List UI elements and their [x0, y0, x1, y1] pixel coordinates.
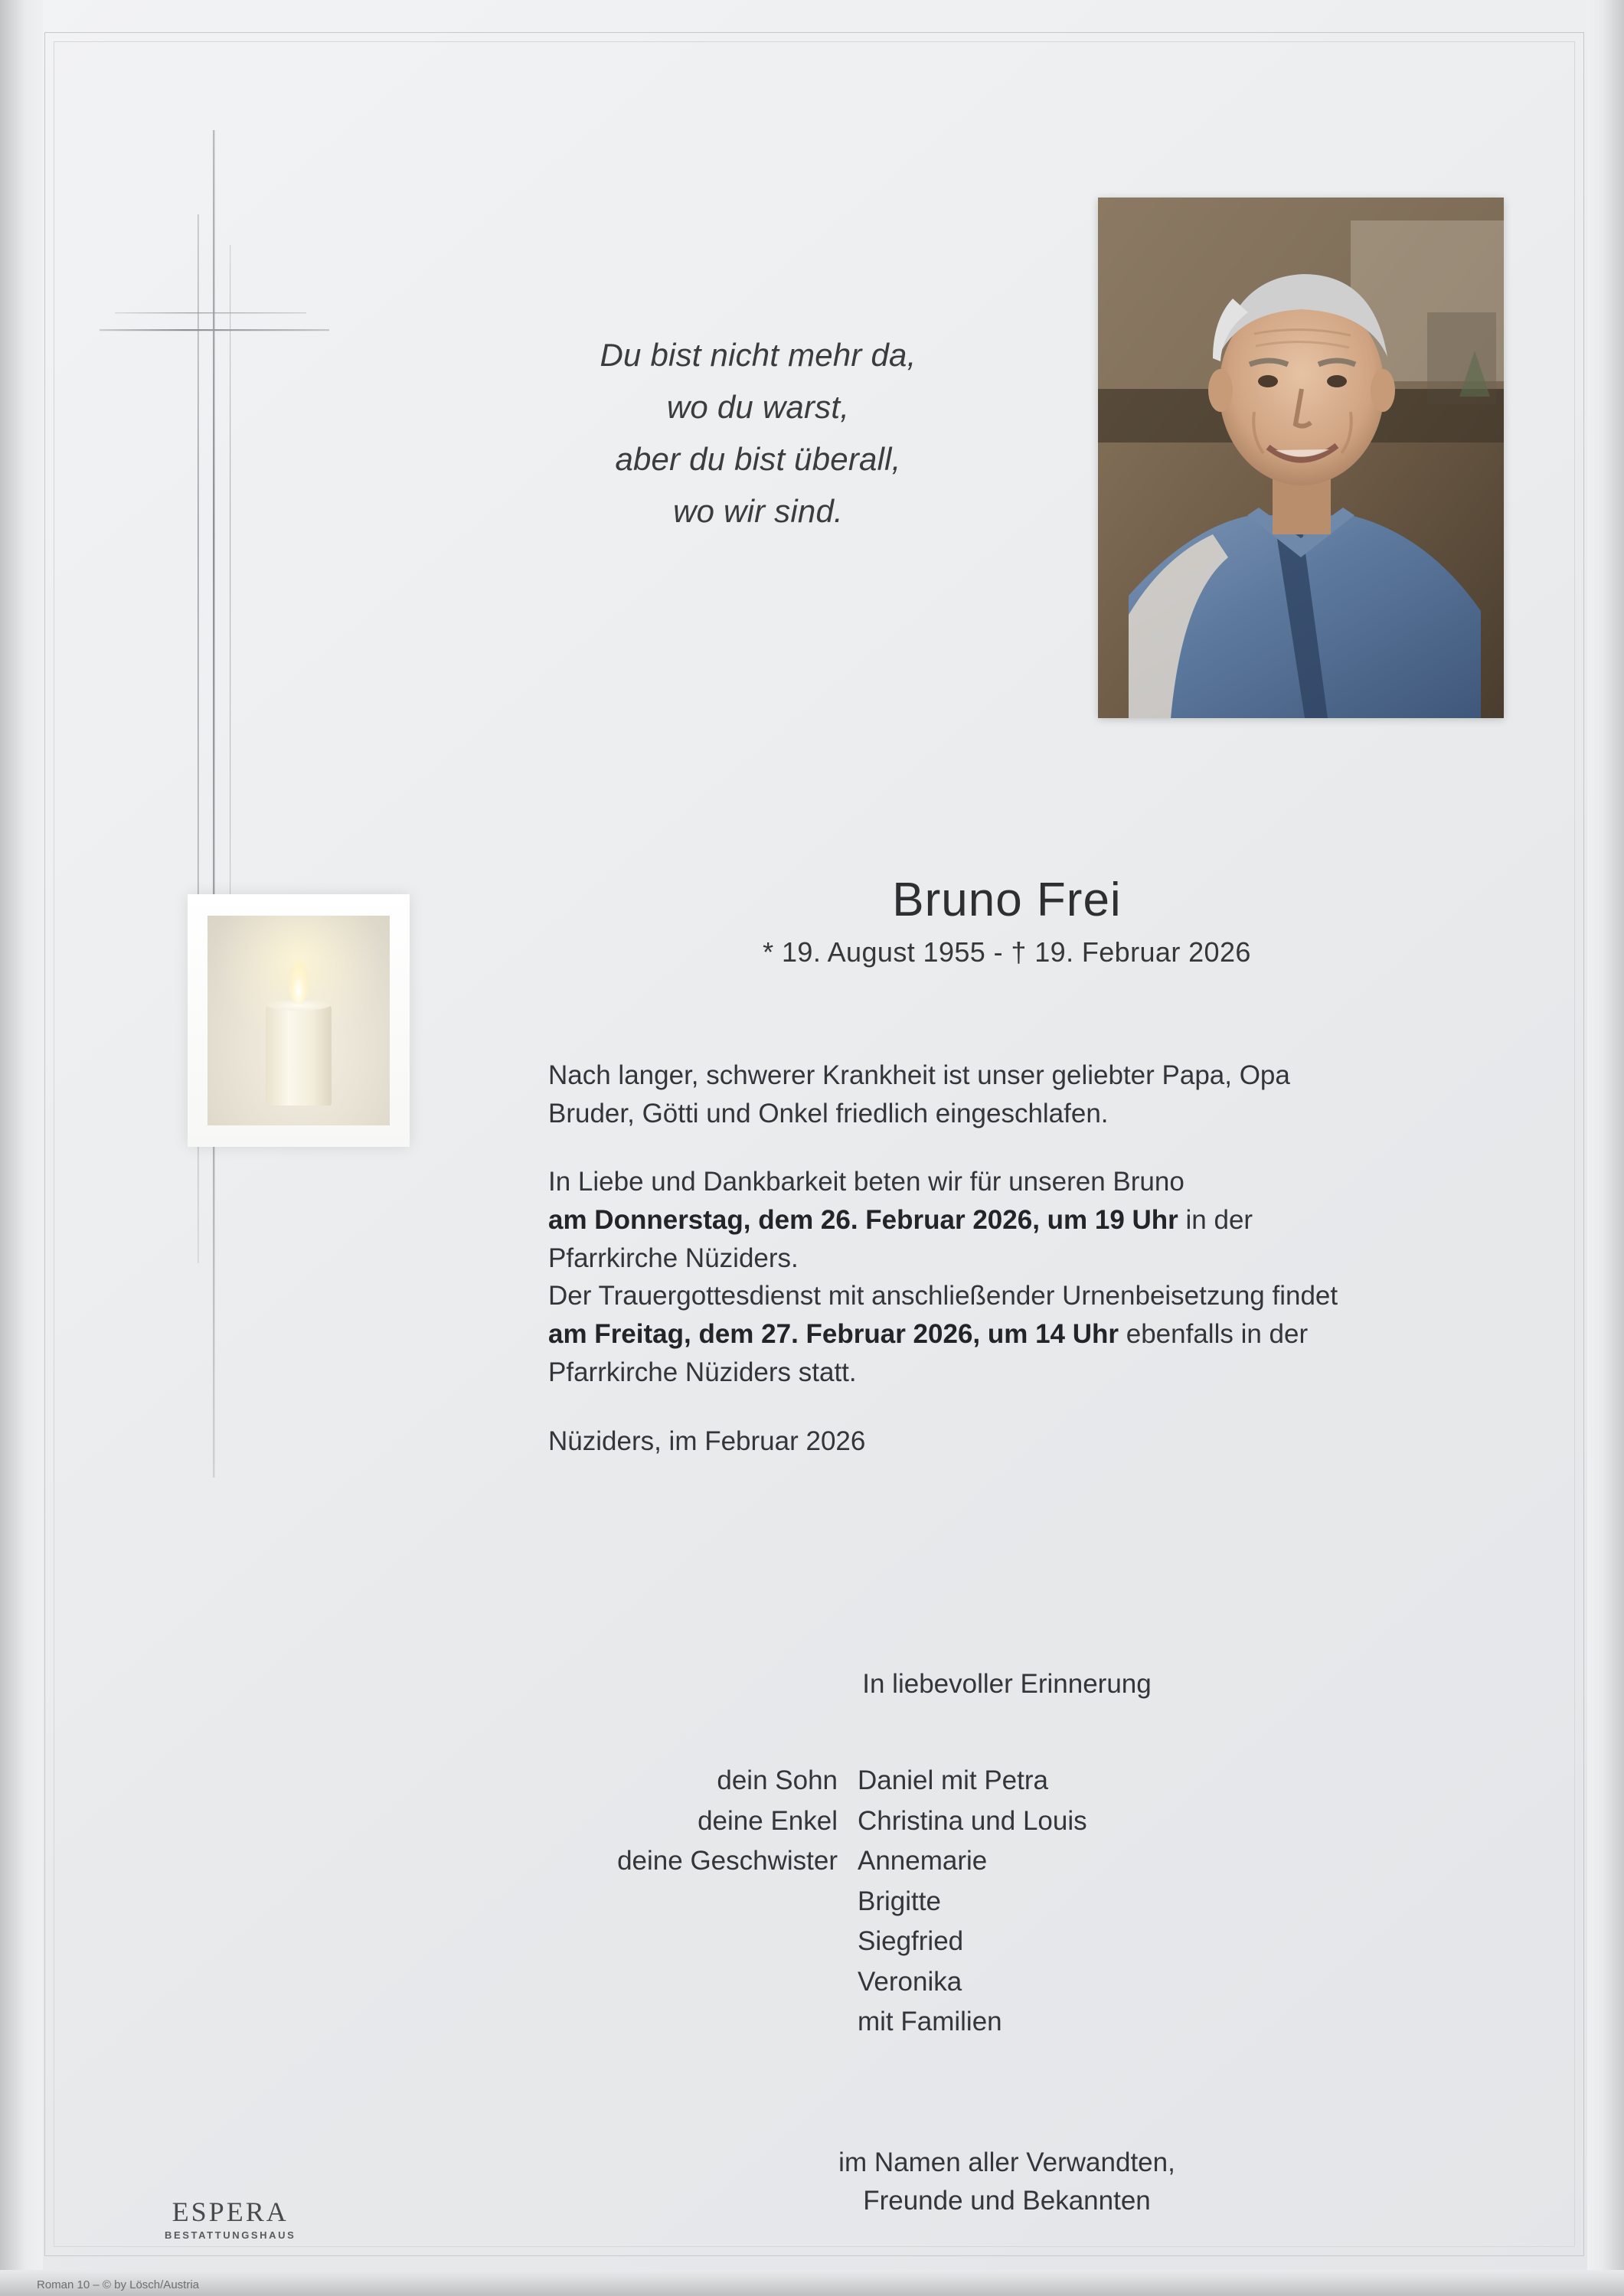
paragraph-3-line-2-rest: ebenfalls in der [1119, 1319, 1309, 1350]
family-names: mit Familien [858, 2007, 1002, 2036]
list-item [548, 1801, 1452, 1842]
candle-flame [289, 962, 309, 1003]
page-edge-bottom [0, 2270, 1624, 2296]
family-names: Annemarie [858, 1846, 988, 1876]
family-names: Daniel mit Petra [858, 1765, 1048, 1795]
funeral-datetime: am Freitag, dem 27. Februar 2026, um 14 Uhr [548, 1319, 1119, 1350]
print-credit: Roman 10 – © by Lösch/Austria [37, 2278, 199, 2291]
family-relation: deine Enkel [698, 1805, 838, 1836]
page-edge-right [1587, 0, 1624, 2296]
list-item [548, 1841, 1452, 1882]
paragraph-3-line-3: Pfarrkirche Nüziders statt. [548, 1357, 857, 1387]
family-names: Veronika [858, 1966, 962, 1997]
family-relation: dein Sohn [717, 1765, 838, 1795]
list-item [548, 1882, 1452, 1922]
family-relation [548, 1922, 858, 1962]
paragraph-2-line-1: In Liebe und Dankbarkeit beten wir für unseren Bruno [548, 1167, 1185, 1197]
verse-line-4: wo wir sind. [673, 493, 843, 530]
logo-wordmark: ESPERA [172, 2196, 289, 2227]
spacer [548, 1132, 1505, 1163]
paragraph-2-line-3: Pfarrkirche Nüziders. [548, 1243, 799, 1273]
place-and-date: Nüziders, im Februar 2026 [548, 1426, 866, 1456]
spacer [548, 1392, 1505, 1422]
paragraph-1-line-1: Nach langer, schwerer Krankheit ist unser geliebter Papa, Opa [548, 1060, 1290, 1090]
paragraph-2-line-2 [548, 1201, 1505, 1239]
list-item [548, 1922, 1452, 1962]
closing-block [528, 2144, 1485, 2219]
family-relation [548, 1962, 858, 2003]
family-relation [548, 2002, 858, 2043]
verse-block [490, 329, 1026, 537]
deceased-name: Bruno Frei [892, 874, 1122, 926]
candle-icon [188, 894, 410, 1147]
verse-line-3: aber du bist überall, [615, 441, 901, 478]
list-item [548, 2002, 1452, 2043]
portrait-photo [1098, 198, 1504, 718]
obituary-text [548, 1057, 1505, 1460]
family-names: Brigitte [858, 1886, 941, 1916]
family-names: Christina und Louis [858, 1805, 1087, 1836]
candle-body [266, 1004, 332, 1106]
family-relation [548, 1882, 858, 1922]
list-item [548, 1962, 1452, 2003]
paragraph-1-line-2: Bruder, Götti und Onkel friedlich eingeschlafen. [548, 1098, 1109, 1128]
espera-logo [165, 2196, 296, 2241]
birth-death-dates: * 19. August 1955 - † 19. Februar 2026 [763, 936, 1251, 968]
paragraph-3-line-1: Der Trauergottesdienst mit anschließender Urnenbeisetzung findet [548, 1281, 1338, 1311]
paragraph-2-line-2-rest: in der [1178, 1205, 1253, 1236]
verse-line-1: Du bist nicht mehr da, [600, 337, 917, 373]
family-relation: deine Geschwister [617, 1846, 838, 1876]
page-edge-left [0, 0, 43, 2296]
memory-line: In liebevoller Erinnerung [862, 1669, 1152, 1699]
family-names: Siegfried [858, 1926, 964, 1956]
paragraph-3-line-2 [548, 1315, 1505, 1354]
candle-photo [207, 916, 390, 1125]
family-list [548, 1761, 1452, 2043]
verse-line-2: wo du warst, [666, 389, 850, 426]
closing-line-1: im Namen aller Verwandten, [838, 2147, 1175, 2177]
closing-line-2: Freunde und Bekannten [863, 2185, 1151, 2216]
rosary-datetime: am Donnerstag, dem 26. Februar 2026, um 19 Uhr [548, 1205, 1178, 1236]
list-item [548, 1761, 1452, 1801]
logo-tagline: BESTATTUNGSHAUS [165, 2229, 296, 2241]
name-block [528, 873, 1485, 968]
